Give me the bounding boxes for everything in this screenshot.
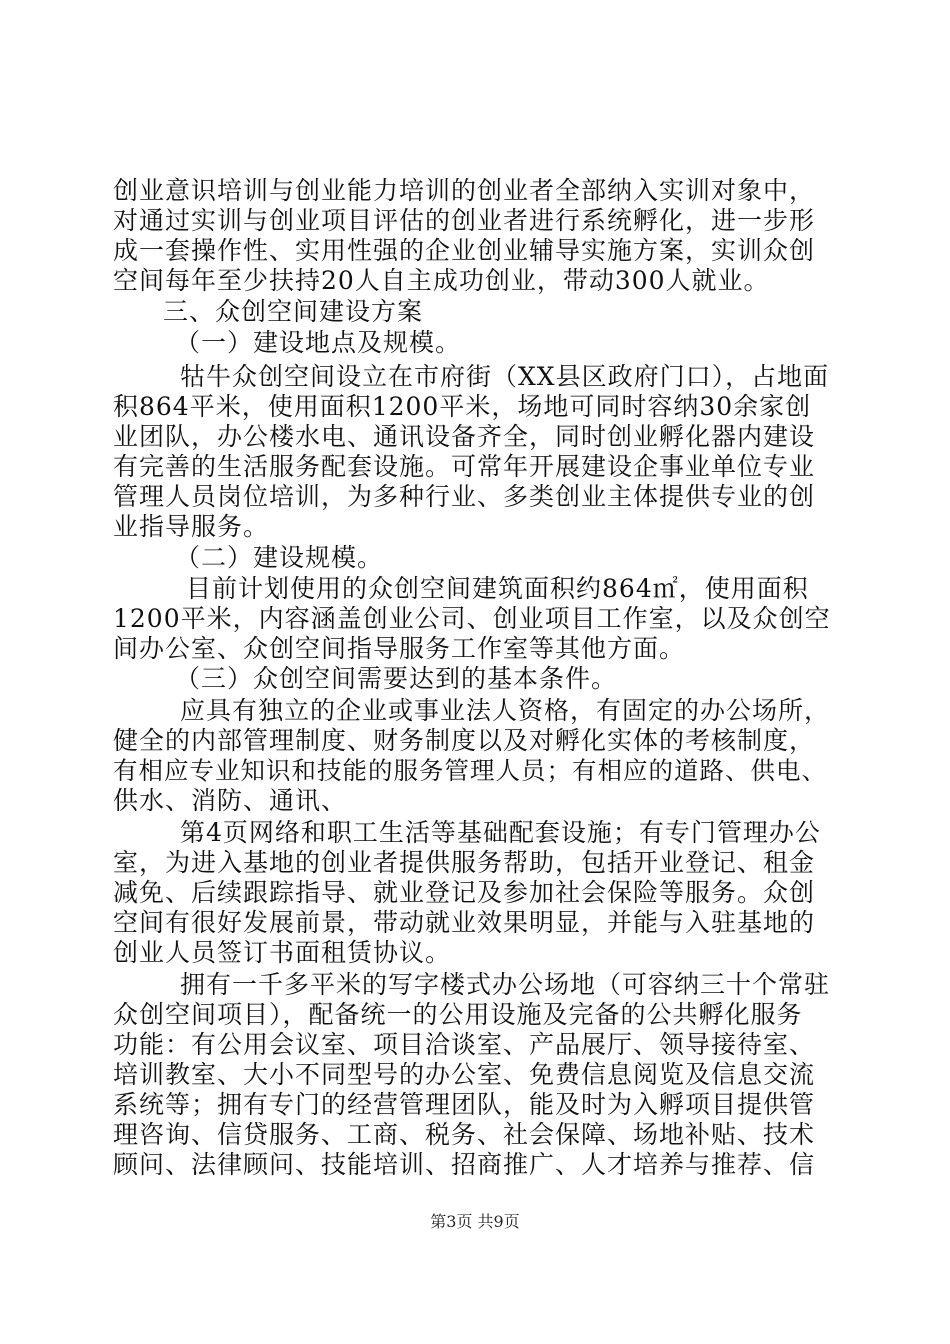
text-line: 系统等；拥有专门的经营管理团队，能及时为入孵项目提供管 bbox=[113, 1090, 816, 1119]
text-line: 空间有很好发展前景，带动就业效果明显，并能与入驻基地的 bbox=[113, 908, 816, 937]
text-line: 目前计划使用的众创空间建筑面积约864㎡，使用面积 bbox=[186, 574, 809, 603]
text-line: 培训教室、大小不同型号的办公室、免费信息阅览及信息交流 bbox=[113, 1060, 816, 1089]
text-line: 1200平米，内容涵盖创业公司、创业项目工作室，以及众创空 bbox=[113, 604, 831, 633]
text-line: 拥有一千多平米的写字楼式办公场地（可容纳三十个常驻 bbox=[180, 970, 831, 999]
page-footer: 第3页 共9页 bbox=[430, 1212, 520, 1231]
text-line: 积864平米，使用面积1200平米，场地可同时容纳30余家创 bbox=[113, 392, 812, 421]
text-line: 创业人员签订书面租赁协议。 bbox=[113, 938, 452, 967]
text-line: 牯牛众创空间设立在市府街（XX县区政府门口），占地面 bbox=[180, 362, 830, 391]
subsection-heading: （三）众创空间需要达到的基本条件。 bbox=[175, 664, 618, 693]
text-line: 有相应专业知识和技能的服务管理人员；有相应的道路、供电、 bbox=[113, 756, 827, 785]
text-line: 间办公室、众创空间指导服务工作室等其他方面。 bbox=[113, 634, 686, 663]
text-line: 第4页网络和职工生活等基础配套设施；有专门管理办公 bbox=[180, 818, 821, 847]
text-line: 顾问、法律顾问、技能培训、招商推广、人才培养与推荐、信 bbox=[113, 1150, 816, 1179]
text-line: 业团队，办公楼水电、通讯设备齐全，同时创业孵化器内建设 bbox=[113, 422, 816, 451]
subsection-heading: （二）建设规模。 bbox=[175, 543, 384, 572]
text-line: 业指导服务。 bbox=[113, 512, 270, 541]
section-heading: 三、众创空间建设方案 bbox=[163, 297, 424, 326]
text-line: 应具有独立的企业或事业法人资格，有固定的办公场所， bbox=[180, 696, 831, 725]
text-line: 理咨询、信贷服务、工商、税务、社会保障、场地补贴、技术 bbox=[113, 1120, 816, 1149]
text-line: 空间每年至少扶持20人自主成功创业，带动300人就业。 bbox=[113, 266, 770, 295]
text-line: 健全的内部管理制度、财务制度以及对孵化实体的考核制度， bbox=[113, 726, 816, 755]
text-line: 供水、消防、通讯、 bbox=[113, 786, 348, 815]
text-line: 减免、后续跟踪指导、就业登记及参加社会保险等服务。众创 bbox=[113, 878, 816, 907]
text-line: 创业意识培训与创业能力培训的创业者全部纳入实训对象中， bbox=[113, 176, 816, 205]
text-line: 众创空间项目），配备统一的公用设施及完备的公共孵化服务 bbox=[113, 1000, 803, 1029]
text-line: 成一套操作性、实用性强的企业创业辅导实施方案，实训众创 bbox=[113, 236, 816, 265]
text-line: 室，为进入基地的创业者提供服务帮助，包括开业登记、租金 bbox=[113, 848, 816, 877]
text-line: 对通过实训与创业项目评估的创业者进行系统孵化，进一步形 bbox=[113, 206, 816, 235]
text-line: 功能：有公用会议室、项目洽谈室、产品展厅、领导接待室、 bbox=[113, 1030, 816, 1059]
subsection-heading: （一）建设地点及规模。 bbox=[175, 328, 462, 357]
text-line: 有完善的生活服务配套设施。可常年开展建设企事业单位专业 bbox=[113, 452, 816, 481]
text-line: 管理人员岗位培训，为多种行业、多类创业主体提供专业的创 bbox=[113, 482, 816, 511]
